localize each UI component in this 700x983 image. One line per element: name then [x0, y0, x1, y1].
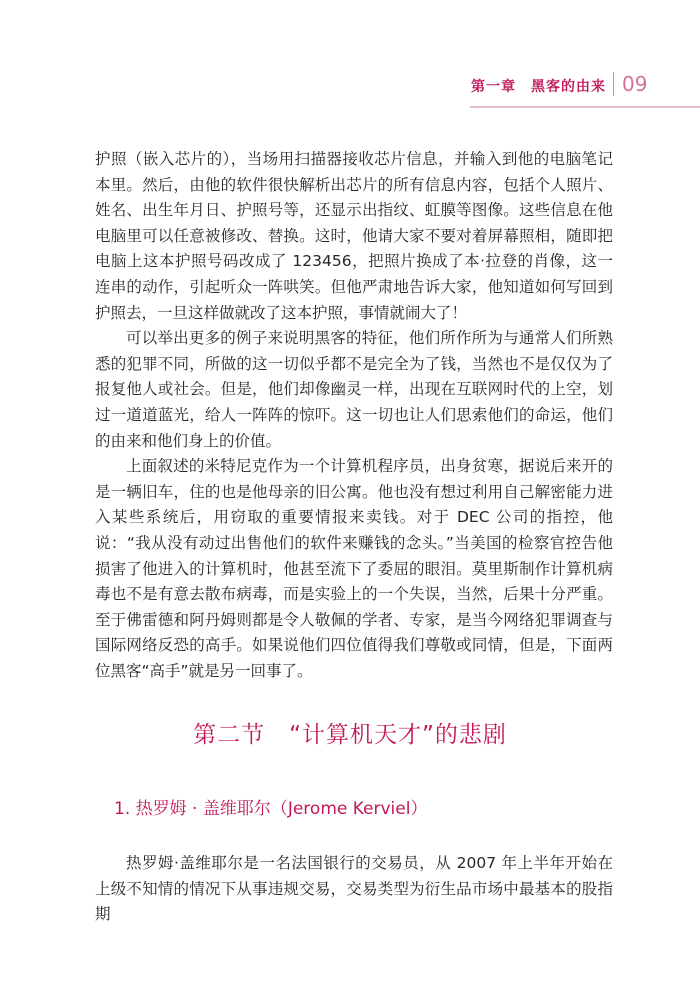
- header-divider: [613, 72, 614, 96]
- closing-text: [95, 851, 613, 928]
- sub-heading: 1. 热罗姆 · 盖维耶尔（Jerome Kerviel）: [114, 799, 428, 819]
- page-header: [0, 64, 700, 114]
- body-text: [95, 147, 613, 684]
- paragraph-2: 可以举出更多的例子来说明黑客的特征，他们所作所为与通常人们所熟悉的犯罪不同，所做的这一切似乎都不是完全为了钱，当然也不是仅仅为了报复他人或社会。但是，他们却像幽灵一样，出现在互联网时代的上空，划过一道道蓝光，给人一阵阵的惊吓。这一切也让人们思索他们的命运，他们的由来和他们身上的价值。: [95, 329, 613, 450]
- page-number: 09: [622, 72, 648, 96]
- paragraph-3: 上面叙述的米特尼克作为一个计算机程序员，出身贫寒，据说后来开的是一辆旧车，住的也是他母亲的旧公寓。他也没有想过利用自己解密能力进入某些系统后，用窃取的重要情报来卖钱。对于 DEC 公司的指控，他说：“我从没有动过出售他们的软件来赚钱的念头。”当美国的检察官控告他损害了他进入的计算机时，他甚至流下了委屈的眼泪。莫里斯制作计算机病毒也不是有意去散布病毒，而是实验上的一个失误，当然，后果十分严重。至于佛雷德和阿丹姆则都是令人敬佩的学者、专家，是当今网络犯罪调查与国际网络反恐的高手。如果说他们四位值得我们尊敬或同情，但是，下面两位黑客“高手”就是另一回事了。: [95, 457, 613, 680]
- section-heading: 第二节 “计算机天才”的悲剧: [193, 722, 507, 748]
- paragraph-4: 热罗姆·盖维耶尔是一名法国银行的交易员，从 2007 年上半年开始在上级不知情的情况下从事违规交易，交易类型为衍生品市场中最基本的股指期: [95, 854, 613, 924]
- paragraph-1: 护照（嵌入芯片的），当场用扫描器接收芯片信息，并输入到他的电脑笔记本里。然后，由他的软件很快解析出芯片的所有信息内容，包括个人照片、姓名、出生年月日、护照号等，还显示出指纹、虹膜等图像。这些信息在他电脑里可以任意被修改、替换。这时，他请大家不要对着屏幕照相，随即把电脑上这本护照号码改成了 123456，把照片换成了本·拉登的肖像，这一连串的动作，引起听众一阵哄笑。但他严肃地告诉大家，他知道如何写回到护照去，一旦这样做就改了这本护照，事情就闹大了！: [95, 150, 613, 322]
- header-rule: [470, 106, 700, 108]
- chapter-title: 第一章 黑客的由来: [471, 79, 606, 95]
